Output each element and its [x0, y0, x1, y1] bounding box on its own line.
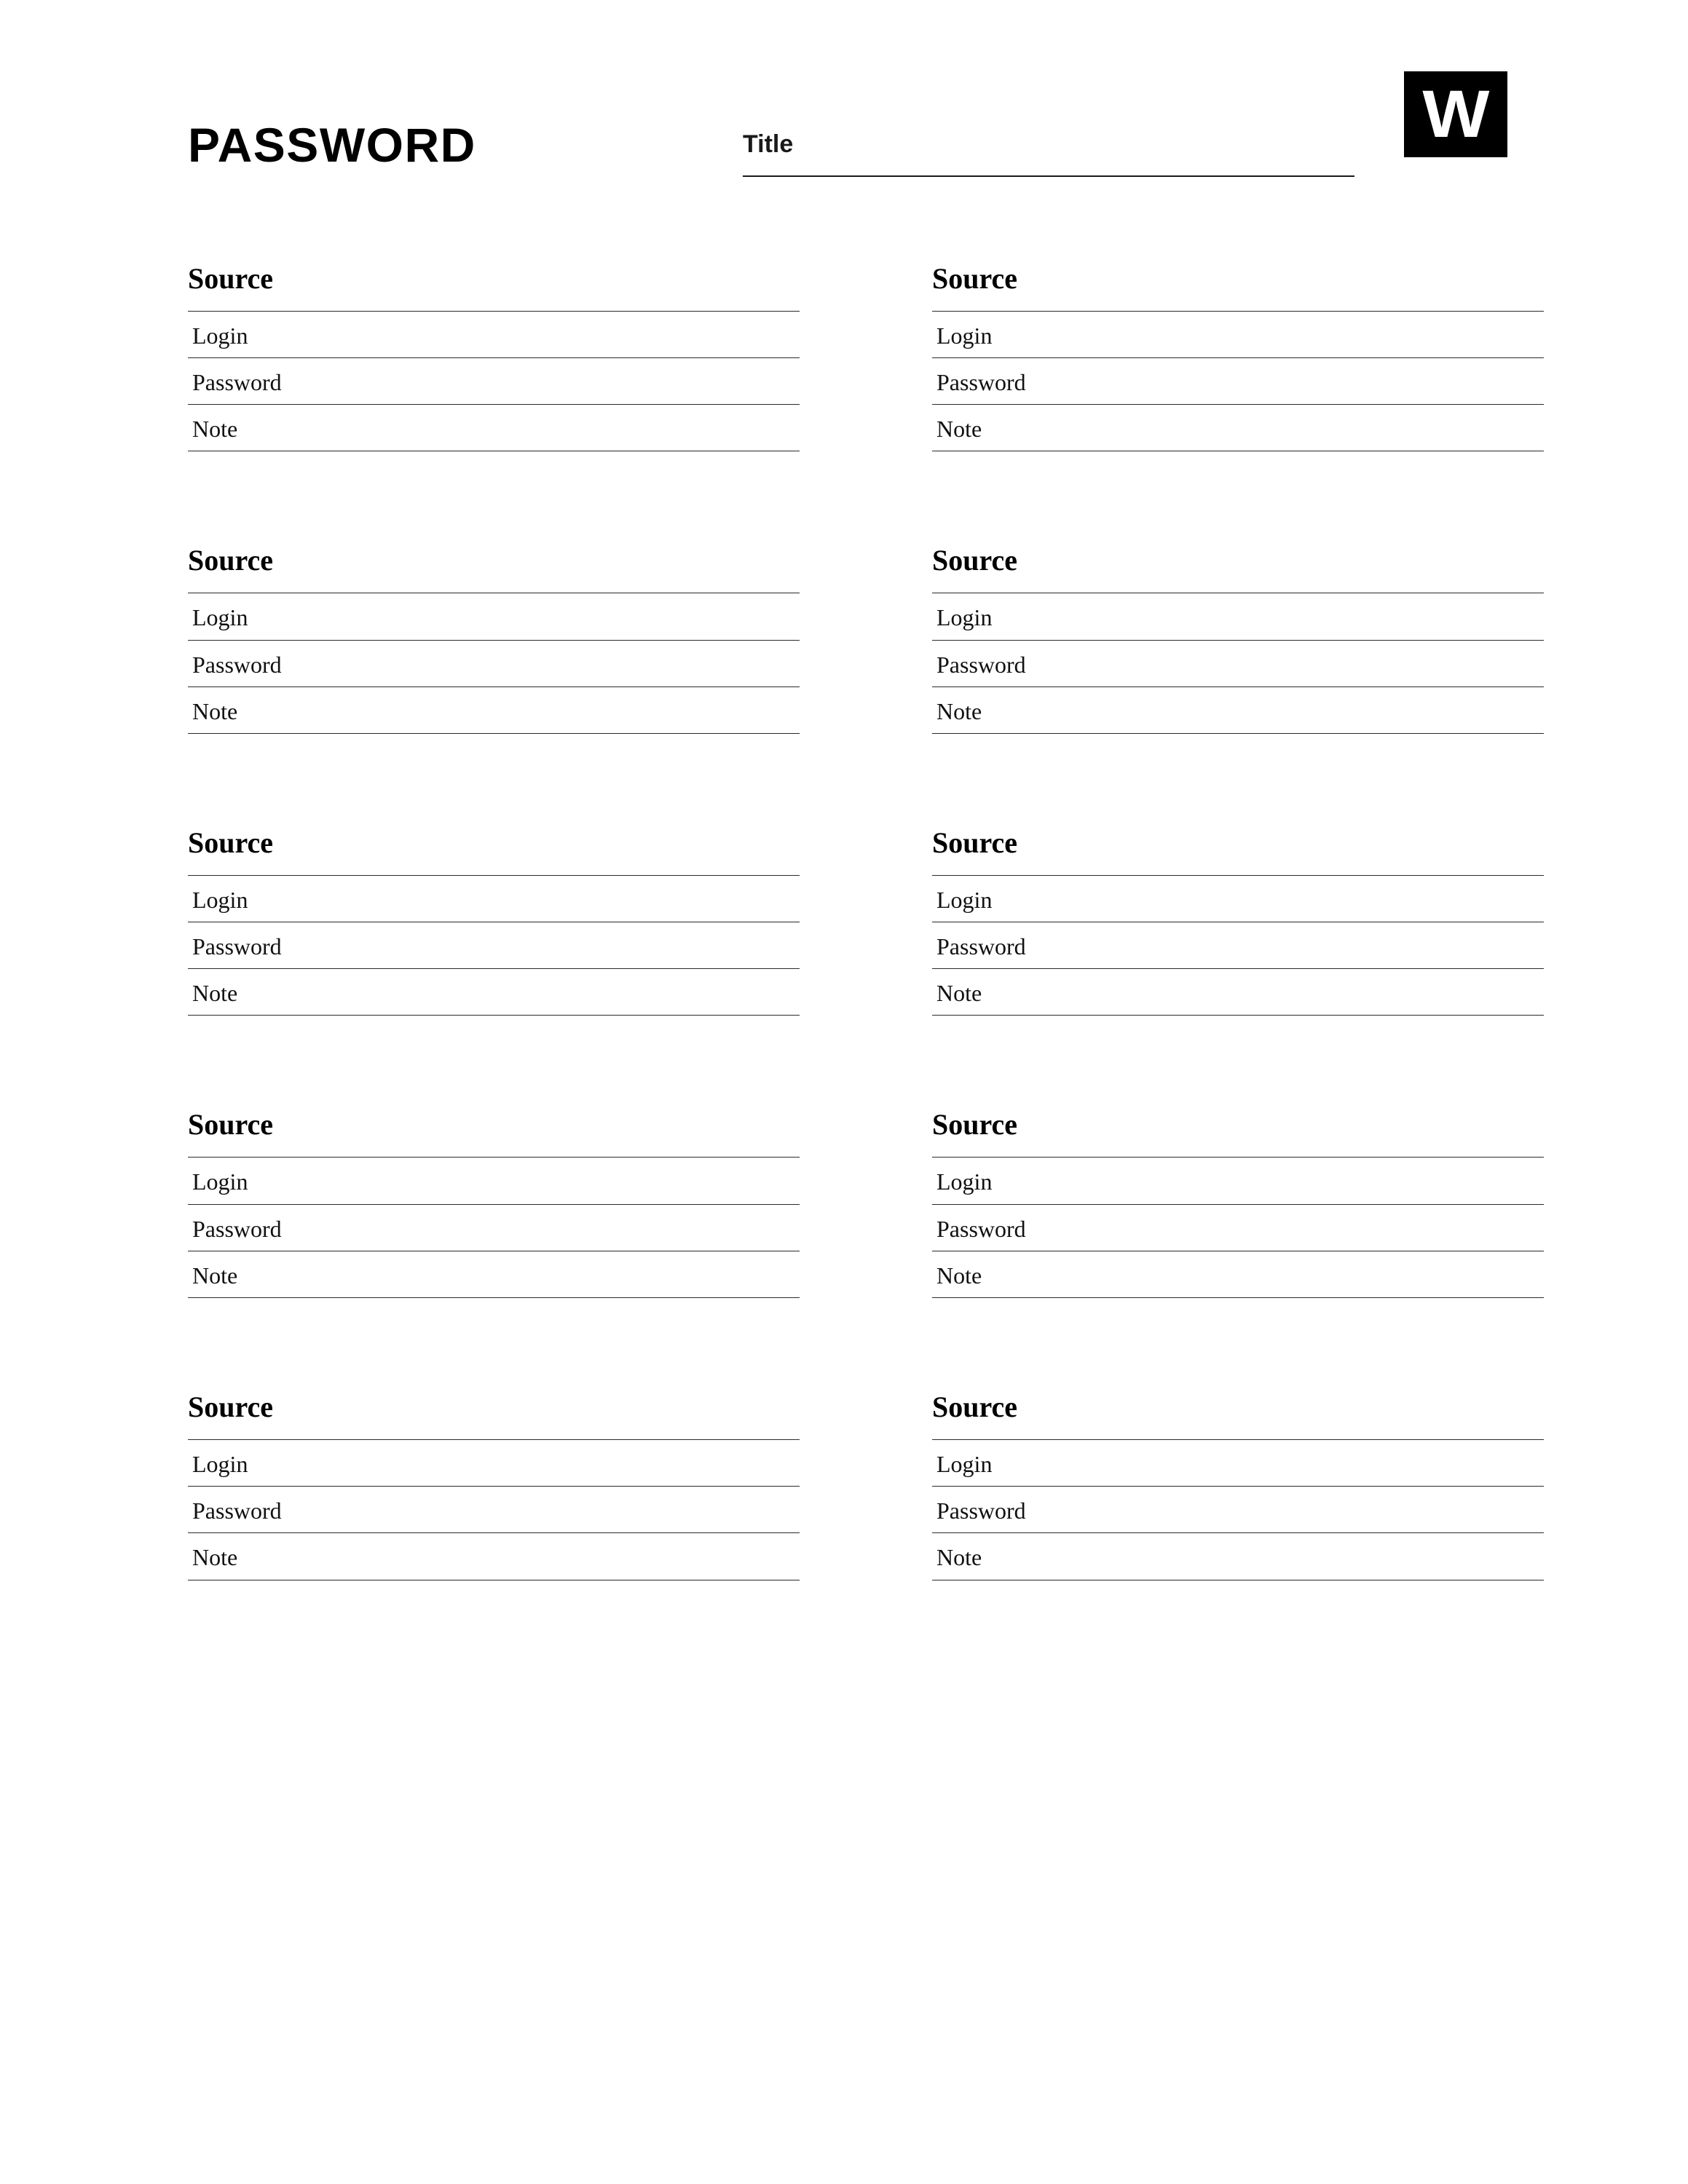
password-entry — [932, 263, 1544, 500]
entry-login-row[interactable] — [932, 875, 1544, 922]
entry-source-heading: Source — [932, 1390, 1018, 1424]
entry-note-label: Note — [192, 1544, 238, 1571]
entry-password-row[interactable] — [188, 357, 800, 404]
entry-source-heading: Source — [932, 544, 1018, 577]
entry-note-row[interactable] — [188, 1532, 800, 1579]
entry-note-writing-line[interactable] — [188, 1297, 800, 1346]
password-entry — [188, 263, 800, 500]
entry-note-writing-line[interactable] — [932, 733, 1544, 782]
entry-note-writing-line[interactable] — [188, 1015, 800, 1064]
entry-source-heading: Source — [932, 1108, 1018, 1142]
entry-note-row[interactable] — [188, 1251, 800, 1297]
entry-login-label: Login — [192, 1451, 248, 1478]
page-title: PASSWORD — [188, 118, 476, 172]
entry-login-label: Login — [192, 886, 248, 913]
entry-password-row[interactable] — [932, 357, 1544, 404]
entry-password-row[interactable] — [188, 1486, 800, 1532]
entry-password-row[interactable] — [188, 922, 800, 968]
password-entry — [932, 1109, 1544, 1346]
entry-login-label: Login — [192, 322, 248, 349]
entry-source-heading: Source — [188, 261, 274, 295]
entry-password-row[interactable] — [188, 1204, 800, 1251]
entry-note-row[interactable] — [188, 968, 800, 1015]
entry-note-label: Note — [192, 416, 238, 443]
entry-login-row[interactable] — [188, 593, 800, 639]
entry-password-row[interactable] — [932, 640, 1544, 687]
entry-note-label: Note — [192, 1262, 238, 1289]
entry-note-label: Note — [936, 416, 982, 443]
entry-login-row[interactable] — [188, 875, 800, 922]
w-logo — [1404, 71, 1507, 157]
entry-note-row[interactable] — [932, 404, 1544, 451]
entry-source-heading: Source — [932, 826, 1018, 859]
entry-login-row[interactable] — [188, 311, 800, 357]
entry-login-row[interactable] — [932, 1157, 1544, 1203]
title-field-writing-line[interactable] — [743, 175, 1354, 177]
entry-source-heading: Source — [188, 1108, 274, 1142]
entry-login-row[interactable] — [188, 1439, 800, 1486]
entry-password-label: Password — [936, 1497, 1026, 1524]
entry-password-label: Password — [192, 933, 282, 960]
entry-note-row[interactable] — [932, 687, 1544, 733]
entry-login-row[interactable] — [932, 1439, 1544, 1486]
entry-login-row[interactable] — [932, 593, 1544, 639]
password-entry — [188, 827, 800, 1064]
entry-note-label: Note — [936, 1262, 982, 1289]
password-entry — [188, 1391, 800, 1629]
password-entry — [188, 545, 800, 782]
password-entry — [188, 1109, 800, 1346]
entry-login-label: Login — [936, 1451, 993, 1478]
header-left — [0, 95, 743, 172]
entry-password-label: Password — [192, 368, 282, 395]
entries-column-left — [188, 263, 800, 1629]
entry-password-label: Password — [936, 933, 1026, 960]
password-entry — [932, 827, 1544, 1064]
entries-column-right — [932, 263, 1544, 1629]
entry-login-label: Login — [936, 604, 993, 631]
entry-note-label: Note — [192, 697, 238, 724]
password-entry — [932, 545, 1544, 782]
title-field-label: Title — [743, 130, 794, 158]
entry-source-heading: Source — [188, 544, 274, 577]
entry-login-row[interactable] — [188, 1157, 800, 1203]
entry-note-writing-line[interactable] — [932, 1580, 1544, 1629]
entry-password-row[interactable] — [932, 1204, 1544, 1251]
entry-note-label: Note — [936, 1544, 982, 1571]
entry-note-row[interactable] — [188, 687, 800, 733]
entry-password-label: Password — [192, 1497, 282, 1524]
entry-note-label: Note — [192, 980, 238, 1007]
entry-note-writing-line[interactable] — [932, 1297, 1544, 1346]
entry-note-row[interactable] — [188, 404, 800, 451]
entries-columns — [0, 177, 1688, 1629]
entry-note-row[interactable] — [932, 1532, 1544, 1579]
entry-password-label: Password — [936, 368, 1026, 395]
entry-note-writing-line[interactable] — [188, 733, 800, 782]
entry-source-heading: Source — [188, 1390, 274, 1424]
entry-password-label: Password — [936, 1215, 1026, 1242]
entry-login-label: Login — [192, 604, 248, 631]
entry-note-writing-line[interactable] — [932, 1015, 1544, 1064]
entry-password-label: Password — [192, 1215, 282, 1242]
entry-note-writing-line[interactable] — [188, 1580, 800, 1629]
entry-note-writing-line[interactable] — [932, 451, 1544, 499]
entry-note-writing-line[interactable] — [188, 451, 800, 499]
password-entry — [932, 1391, 1544, 1629]
entry-password-row[interactable] — [932, 1486, 1544, 1532]
entry-login-label: Login — [936, 322, 993, 349]
entry-login-label: Login — [936, 886, 993, 913]
entry-source-heading: Source — [188, 826, 274, 859]
title-field-group — [743, 95, 1354, 177]
entry-note-label: Note — [936, 697, 982, 724]
entry-note-row[interactable] — [932, 1251, 1544, 1297]
entry-note-row[interactable] — [932, 968, 1544, 1015]
entry-password-row[interactable] — [932, 922, 1544, 968]
page-header — [0, 0, 1688, 177]
entry-password-row[interactable] — [188, 640, 800, 687]
entry-source-heading: Source — [932, 261, 1018, 295]
entry-login-label: Login — [936, 1168, 993, 1195]
w-logo-letter: W — [1421, 77, 1490, 151]
entry-note-label: Note — [936, 980, 982, 1007]
entry-login-row[interactable] — [932, 311, 1544, 357]
entry-password-label: Password — [936, 651, 1026, 678]
entry-login-label: Login — [192, 1168, 248, 1195]
entry-password-label: Password — [192, 651, 282, 678]
